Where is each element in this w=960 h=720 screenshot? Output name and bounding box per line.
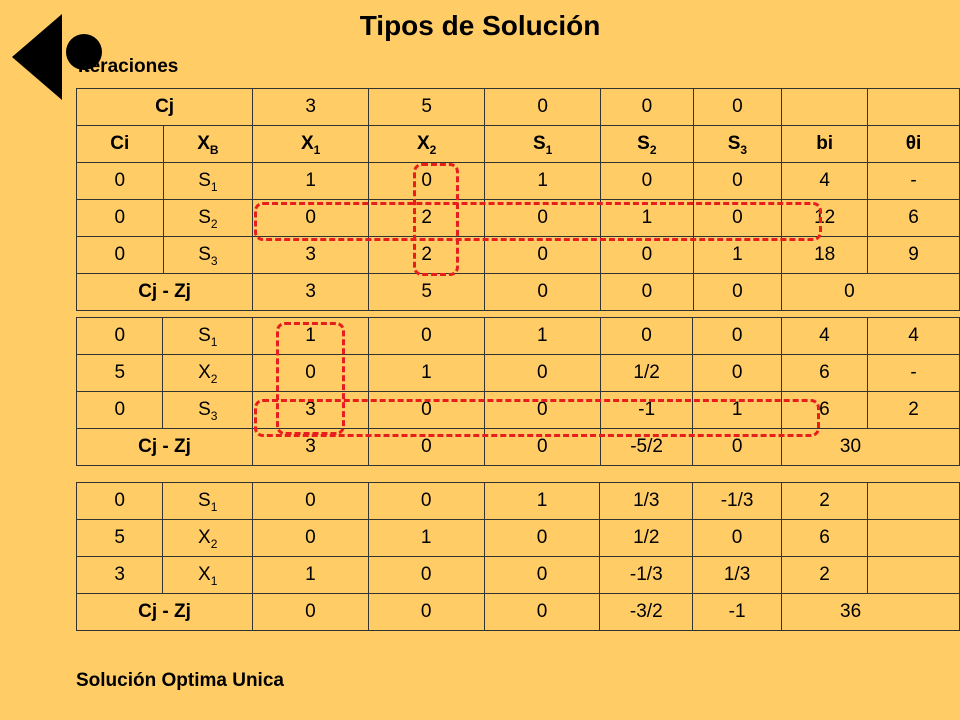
cj-value: 0: [485, 89, 601, 126]
value-cell: 0: [368, 318, 484, 355]
bi-cell: 4: [782, 163, 868, 200]
table-row: [77, 355, 960, 392]
value-cell: 1: [368, 355, 484, 392]
value-cell: 0: [484, 392, 600, 429]
value-cell: 2: [369, 200, 485, 237]
value-cell: 0: [253, 355, 369, 392]
cjzj-cell: 0: [693, 429, 781, 466]
theta-cell: [868, 520, 960, 557]
bi-cell: 6: [781, 392, 867, 429]
basis-cell: $S_3$: [163, 392, 253, 429]
value-cell: 3: [253, 237, 369, 274]
value-cell: 0: [484, 355, 600, 392]
theta-cell: 4: [867, 318, 959, 355]
bi-cell: 2: [782, 483, 868, 520]
value-cell: 2: [369, 237, 485, 274]
header-bi: bi: [782, 126, 868, 163]
z-value: 0: [782, 274, 960, 311]
cj-value: 0: [693, 89, 782, 126]
value-cell: 1/2: [600, 355, 693, 392]
value-cell: 1: [253, 318, 369, 355]
cjzj-cell: -3/2: [600, 594, 693, 631]
value-cell: 0: [368, 483, 484, 520]
value-cell: 0: [368, 557, 484, 594]
value-cell: 1: [693, 392, 781, 429]
ci-cell: 5: [77, 355, 163, 392]
value-cell: -1: [600, 392, 693, 429]
cjzj-label: Cj - Zj: [77, 594, 253, 631]
value-cell: 0: [601, 163, 693, 200]
bi-cell: 6: [782, 520, 868, 557]
table-row: [77, 200, 960, 237]
tableau-iteration-1: [76, 88, 960, 311]
value-cell: 0: [252, 483, 368, 520]
table-row: [77, 237, 960, 274]
cjzj-cell: 5: [369, 274, 485, 311]
value-cell: 1: [693, 237, 782, 274]
table-row: [77, 318, 960, 355]
header-xb: $X_B$: [163, 126, 253, 163]
basis-cell: $X_2$: [163, 520, 253, 557]
header-ci: Ci: [77, 126, 164, 163]
cjzj-row: [77, 274, 960, 311]
page-title: Tipos de Solución: [359, 10, 601, 41]
basis-cell: $S_3$: [163, 237, 253, 274]
value-cell: 0: [368, 392, 484, 429]
bi-cell: 18: [782, 237, 868, 274]
cjzj-label: Cj - Zj: [77, 274, 253, 311]
table-row: [77, 392, 960, 429]
ci-cell: 0: [77, 200, 164, 237]
value-cell: 0: [600, 318, 693, 355]
z-value: 36: [782, 594, 960, 631]
value-cell: 0: [693, 355, 781, 392]
cjzj-label: Cj - Zj: [77, 429, 253, 466]
value-cell: -1/3: [600, 557, 693, 594]
basis-cell: $S_1$: [163, 483, 253, 520]
basis-cell: $X_1$: [163, 557, 253, 594]
value-cell: 1: [484, 318, 600, 355]
table-row: [77, 557, 960, 594]
cj-row: [77, 89, 960, 126]
ci-cell: 0: [77, 392, 163, 429]
value-cell: 0: [693, 200, 782, 237]
basis-cell: $S_1$: [163, 318, 253, 355]
cjzj-cell: -1: [693, 594, 782, 631]
tableau-iteration-3: [76, 482, 960, 631]
cjzj-cell: 0: [368, 429, 484, 466]
header-s1: $S_1$: [485, 126, 601, 163]
cj-value: [868, 89, 960, 126]
theta-cell: [868, 557, 960, 594]
basis-cell: $X_2$: [163, 355, 253, 392]
tableau-iteration-2: [76, 317, 960, 466]
cjzj-cell: 0: [368, 594, 484, 631]
value-cell: 1: [601, 200, 693, 237]
ci-cell: 3: [77, 557, 163, 594]
value-cell: 1: [252, 557, 368, 594]
value-cell: 3: [253, 392, 369, 429]
theta-cell: [868, 483, 960, 520]
cjzj-cell: 3: [253, 274, 369, 311]
cj-value: [782, 89, 868, 126]
header-s2: $S_2$: [601, 126, 693, 163]
table-row: [77, 483, 960, 520]
value-cell: 0: [484, 557, 600, 594]
table-row: [77, 163, 960, 200]
value-cell: 0: [485, 237, 601, 274]
value-cell: 1/2: [600, 520, 693, 557]
value-cell: 1: [485, 163, 601, 200]
ci-cell: 0: [77, 237, 164, 274]
value-cell: 0: [693, 163, 782, 200]
header-x2: $X_2$: [369, 126, 485, 163]
value-cell: 1/3: [600, 483, 693, 520]
theta-cell: 6: [868, 200, 960, 237]
cjzj-cell: -5/2: [600, 429, 693, 466]
cj-value: 0: [601, 89, 693, 126]
cj-value: 5: [369, 89, 485, 126]
cj-label: Cj: [77, 89, 253, 126]
cjzj-row: [77, 429, 960, 466]
cjzj-cell: 0: [252, 594, 368, 631]
value-cell: 1: [484, 483, 600, 520]
value-cell: 0: [253, 200, 369, 237]
value-cell: 0: [485, 200, 601, 237]
value-cell: 0: [601, 237, 693, 274]
bi-cell: 2: [782, 557, 868, 594]
table-row: [77, 520, 960, 557]
theta-cell: 9: [868, 237, 960, 274]
value-cell: 1: [253, 163, 369, 200]
cjzj-cell: 3: [253, 429, 369, 466]
cjzj-cell: 0: [484, 429, 600, 466]
ci-cell: 5: [77, 520, 163, 557]
value-cell: 0: [693, 318, 781, 355]
theta-cell: -: [867, 355, 959, 392]
theta-cell: -: [868, 163, 960, 200]
cjzj-cell: 0: [484, 594, 600, 631]
value-cell: 0: [252, 520, 368, 557]
header-theta: θi: [868, 126, 960, 163]
cjzj-cell: 0: [601, 274, 693, 311]
bi-cell: 12: [782, 200, 868, 237]
cj-value: 3: [253, 89, 369, 126]
iterations-label: Iteraciones: [78, 56, 179, 77]
value-cell: 1: [368, 520, 484, 557]
header-s3: $S_3$: [693, 126, 782, 163]
value-cell: 0: [369, 163, 485, 200]
ci-cell: 0: [77, 318, 163, 355]
z-value: 30: [781, 429, 959, 466]
bi-cell: 4: [781, 318, 867, 355]
ci-cell: 0: [77, 483, 163, 520]
solution-type-label: Solución Optima Unica: [76, 670, 284, 691]
bi-cell: 6: [781, 355, 867, 392]
basis-cell: $S_1$: [163, 163, 253, 200]
value-cell: 1/3: [693, 557, 782, 594]
cjzj-cell: 0: [485, 274, 601, 311]
cjzj-row: [77, 594, 960, 631]
value-cell: -1/3: [693, 483, 782, 520]
theta-cell: 2: [867, 392, 959, 429]
header-row: [77, 126, 960, 163]
basis-cell: $S_2$: [163, 200, 253, 237]
cjzj-cell: 0: [693, 274, 782, 311]
header-x1: $X_1$: [253, 126, 369, 163]
value-cell: 0: [693, 520, 782, 557]
value-cell: 0: [484, 520, 600, 557]
ci-cell: 0: [77, 163, 164, 200]
